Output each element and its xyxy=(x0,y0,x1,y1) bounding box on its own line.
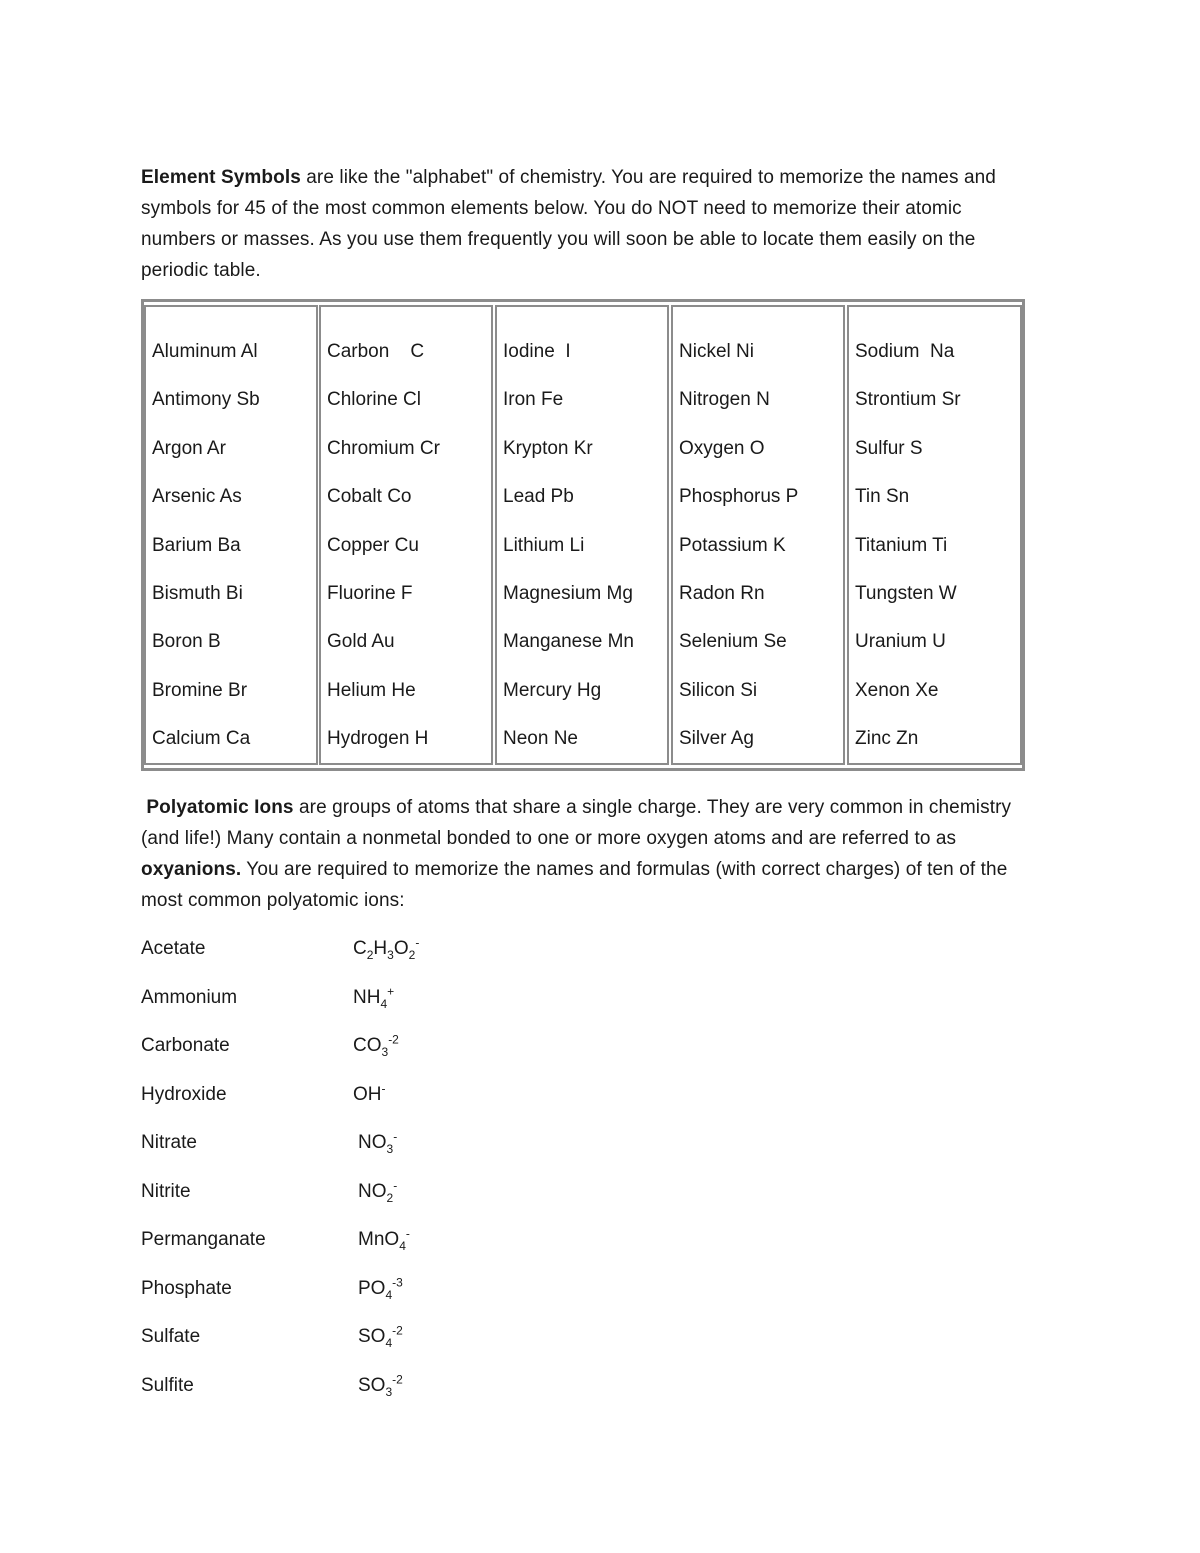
oxyanions-term: oxyanions. xyxy=(141,859,242,880)
ion-formula: MnO$_4$- xyxy=(358,1226,410,1253)
ion-name: Permanganate xyxy=(141,1229,266,1250)
element-entry: Iron Fe xyxy=(503,389,564,410)
element-entry: Tin Sn xyxy=(855,486,910,507)
element-entry: Argon Ar xyxy=(152,438,226,459)
ion-name: Hydroxide xyxy=(141,1084,227,1105)
ion-formula: $C_2H_3O_2^-$ xyxy=(353,935,420,962)
element-column-1 xyxy=(144,305,318,765)
element-entry: Boron B xyxy=(152,631,221,652)
ion-formula: $NH_4^+$ xyxy=(353,984,395,1011)
ion-formula: $SO_3^{-2}$ xyxy=(358,1372,403,1399)
element-entry: Bismuth Bi xyxy=(152,583,243,604)
element-entry: Arsenic As xyxy=(152,486,242,507)
ion-name: Phosphate xyxy=(141,1278,232,1299)
ion-formula: OH- xyxy=(353,1081,386,1105)
polyatomic-ions-text-2: You are required to memorize the names and formulas (with correct charges) of ten of the most common polyatomic ions: xyxy=(141,859,1008,911)
element-entry: Tungsten W xyxy=(855,583,957,604)
element-entry: Calcium Ca xyxy=(152,728,251,749)
element-entry: Antimony Sb xyxy=(152,389,260,410)
element-column-3 xyxy=(495,305,669,765)
ion-name: Nitrate xyxy=(141,1132,197,1153)
element-entry: Sodium Na xyxy=(855,341,955,362)
element-entry: Silicon Si xyxy=(679,680,758,701)
ion-name: Ammonium xyxy=(141,987,238,1008)
element-entry: Magnesium Mg xyxy=(503,583,633,604)
element-entry: Barium Ba xyxy=(152,535,241,556)
element-entry: Copper Cu xyxy=(327,535,419,556)
element-entry: Carbon C xyxy=(327,341,425,362)
element-symbols-heading: Element Symbols xyxy=(141,167,301,188)
ion-formula: $PO_4^{-3}$ xyxy=(358,1275,403,1302)
element-entry: Radon Rn xyxy=(679,583,765,604)
element-entry: Selenium Se xyxy=(679,631,787,652)
element-column-5 xyxy=(847,305,1022,765)
element-entry: Sulfur S xyxy=(855,438,923,459)
element-entry: Nitrogen N xyxy=(679,389,770,410)
element-entry: Bromine Br xyxy=(152,680,248,701)
element-entry: Titanium Ti xyxy=(855,535,948,556)
element-entry: Silver Ag xyxy=(679,728,754,749)
element-entry: Potassium K xyxy=(679,535,786,556)
ion-formula: $SO_4^{-2}$ xyxy=(358,1323,403,1350)
element-entry: Phosphorus P xyxy=(679,486,799,507)
element-entry: Uranium U xyxy=(855,631,946,652)
element-symbols-paragraph xyxy=(141,162,1041,286)
element-entry: Fluorine F xyxy=(327,583,413,604)
element-entry: Strontium Sr xyxy=(855,389,961,410)
ion-name: Carbonate xyxy=(141,1035,230,1056)
element-column-2 xyxy=(319,305,493,765)
element-entry: Iodine I xyxy=(503,341,571,362)
element-entry: Helium He xyxy=(327,680,416,701)
element-symbols-table xyxy=(141,299,1025,771)
element-entry: Zinc Zn xyxy=(855,728,919,749)
ion-formula: $NO_3^-$ xyxy=(358,1129,398,1156)
element-entry: Nickel Ni xyxy=(679,341,754,362)
element-entry: Oxygen O xyxy=(679,438,765,459)
ion-name: Acetate xyxy=(141,938,206,959)
polyatomic-ions-heading: Polyatomic Ions xyxy=(146,797,294,818)
ion-name: Sulfate xyxy=(141,1326,201,1347)
element-entry: Lead Pb xyxy=(503,486,574,507)
element-entry: Chromium Cr xyxy=(327,438,440,459)
element-entry: Aluminum Al xyxy=(152,341,258,362)
polyatomic-ions-paragraph xyxy=(141,792,1041,916)
element-entry: Mercury Hg xyxy=(503,680,602,701)
polyatomic-ions-text-1: are groups of atoms that share a single charge. They are very common in chemistry (and life!) Many contain a nonmetal bonded to one or more oxygen atoms and are referred to as xyxy=(141,797,1012,849)
element-entry: Chlorine Cl xyxy=(327,389,421,410)
ion-name: Sulfite xyxy=(141,1375,194,1396)
element-entry: Cobalt Co xyxy=(327,486,412,507)
ion-formula: $CO_3^{-2}$ xyxy=(353,1032,399,1059)
element-entry: Hydrogen H xyxy=(327,728,429,749)
element-entry: Krypton Kr xyxy=(503,438,593,459)
element-entry: Manganese Mn xyxy=(503,631,634,652)
element-entry: Gold Au xyxy=(327,631,395,652)
element-column-4 xyxy=(671,305,845,765)
ion-name: Nitrite xyxy=(141,1181,191,1202)
ion-formula: $NO_2^-$ xyxy=(358,1178,398,1205)
element-entry: Neon Ne xyxy=(503,728,578,749)
element-symbols-text: are like the "alphabet" of chemistry. You are required to memorize the names and symbols for 45 of the most common elements below. You do NOT need to memorize their atomic numbers or masses. As you use them frequently you will soon be able to locate them easily on the periodic table. xyxy=(141,167,996,281)
element-entry: Xenon Xe xyxy=(855,680,939,701)
element-entry: Lithium Li xyxy=(503,535,585,556)
